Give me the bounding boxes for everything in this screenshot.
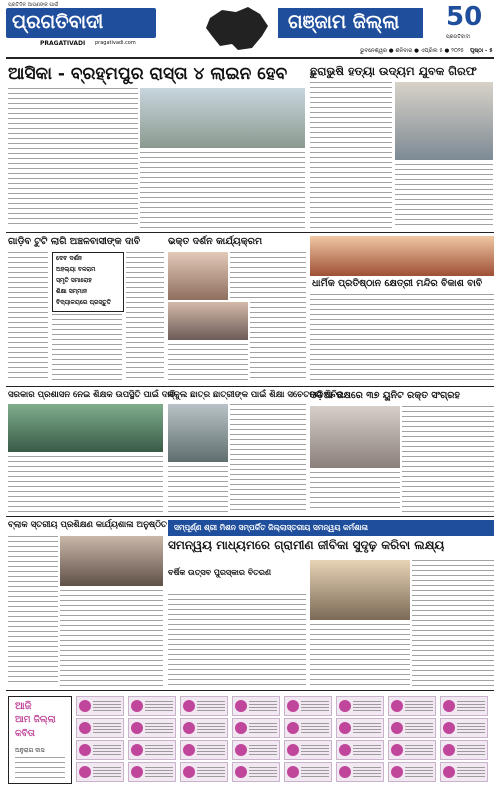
headline-11: ବର୍ଷିକ ଉତ୍ସବ ପୁରସ୍କାର ବିତରଣ (168, 568, 272, 577)
story-4-text-c (168, 344, 248, 382)
info-cell (76, 696, 124, 716)
story-4-text (230, 252, 306, 300)
story-2-photo (395, 82, 493, 160)
info-cell (232, 762, 280, 782)
info-cell (180, 762, 228, 782)
info-cell (336, 696, 384, 716)
info-cell (388, 762, 436, 782)
info-cell (336, 762, 384, 782)
info-cell (440, 740, 488, 760)
masthead (0, 0, 500, 60)
story-5-text (310, 294, 494, 382)
rule-1 (6, 232, 494, 233)
story-1-photo (140, 88, 305, 148)
info-cell (76, 762, 124, 782)
story-2-text (310, 82, 392, 228)
headline-10-strap: ସମ୍ପୂର୍ଣ୍ଣ ଶ୍ରୀ ମିଶନ ସମ୍ପର୍କିତ ଜିଲ୍ଲାସ୍ତରୀୟ ସମନ୍ୱୟ କର୍ମଶାଳା (174, 523, 368, 532)
info-cell (336, 718, 384, 738)
story-6-photo (8, 404, 163, 452)
story-7-photo (168, 404, 228, 462)
poem-box-title-3: କବିତା (15, 729, 35, 739)
rule-3 (6, 516, 494, 517)
info-cell (180, 696, 228, 716)
story-8-text (402, 406, 494, 512)
headline-6: ସରକାର ପ୍ରଶାସନ ନେଇ ଶିକ୍ଷକ ଉପସ୍ଥିତି ପାଇଁ ଦାବି (8, 390, 176, 400)
info-cell (440, 718, 488, 738)
info-cell (180, 740, 228, 760)
headline-9: ବ୍ଲାକ ସ୍ତରୀୟ ପ୍ରଶିକ୍ଷଣ କାର୍ଯ୍ୟଶାଳା ଅନୁଷ୍ଠିତ (8, 520, 167, 530)
logo-text: ପ୍ରଗତିବାଦୀ (12, 11, 104, 33)
anniversary-badge (440, 2, 488, 36)
story-8-text-b (310, 472, 400, 512)
story-11-text (168, 594, 306, 686)
story-2-text-b (395, 164, 493, 228)
info-cell (76, 718, 124, 738)
headline-1: ଆସିକା - ବ୍ରହ୍ମପୁର ରାସ୍ତା ୪ ଲାଇନ ହେବ (8, 64, 288, 84)
headline-3: ଗାଡ଼ିବ ଟୁଟି ଲାଗି ଅଞ୍ଚଳବାସୀଙ୍କ ଦାବି (8, 236, 141, 247)
rule-4 (6, 690, 494, 691)
logo-sub: PRAGATIVADI (40, 40, 86, 47)
rule-2 (6, 386, 494, 387)
info-cell (388, 718, 436, 738)
anniversary-number: 50 (446, 2, 483, 32)
info-cell (128, 718, 176, 738)
info-cell (284, 696, 332, 716)
page-label: ପୃଷ୍ଠା - ୫ (470, 48, 493, 54)
info-cell (128, 740, 176, 760)
poem-box-title-2: ଆମ ଜିଲ୍ଲା (15, 715, 56, 725)
boxed-note-line-3: ସ୍ମୃତି ସମାରୋହ (56, 277, 92, 284)
story-10-strap (168, 520, 494, 536)
headline-10: ସମନ୍ୱୟ ମାଧ୍ୟମରେ ଗ୍ରାମୀଣ ଜୀବିକା ସୁଦୃଢ଼ କରିବା ଲକ୍ଷ୍ୟ (168, 538, 445, 552)
boxed-note-line-4: ଶିକ୍ଷା ସମ୍ମାନ (56, 288, 88, 295)
info-cell (336, 740, 384, 760)
corner-tag: ପ୍ରଗତିବାଦୀ (446, 34, 471, 40)
poem-box (8, 696, 72, 784)
boxed-note-line-1: ଦେବ ଦର୍ଶନ (56, 255, 83, 262)
info-cell (180, 718, 228, 738)
info-cell (128, 762, 176, 782)
info-grid (76, 696, 494, 782)
boxed-note (52, 252, 124, 312)
story-1-text (8, 88, 138, 228)
logo (6, 8, 156, 38)
story-6-text (8, 456, 163, 512)
story-10-text (412, 560, 494, 686)
headline-4: ଭକ୍ତ ଦର୍ଶନ କାର୍ଯ୍ୟକ୍ରମ (168, 236, 263, 247)
headline-7: ସ୍କୁଲ ଛାତ୍ର ଛାତ୍ରୀଙ୍କ ପାଇଁ ଶିକ୍ଷା ସଚେତନତା ଶିବିର (168, 390, 344, 400)
story-3-text-c (126, 252, 164, 382)
info-cell (440, 696, 488, 716)
story-5-photo (310, 236, 494, 276)
odisha-map-icon (202, 4, 274, 54)
story-4-text-b (250, 302, 306, 382)
info-cell (388, 740, 436, 760)
info-cell (232, 718, 280, 738)
story-10-photo (310, 560, 410, 620)
info-cell (284, 718, 332, 738)
edition-banner (278, 8, 423, 38)
headline-11-box (168, 560, 308, 590)
info-cell (284, 762, 332, 782)
poem-box-title-1: ଆଜି (15, 701, 32, 712)
story-9-text (8, 536, 58, 686)
info-cell (232, 740, 280, 760)
story-7-text (230, 404, 306, 512)
info-cell (232, 696, 280, 716)
edition-title: ଗଞ୍ଜାମ ଜିଲ୍ଲା (288, 11, 400, 33)
story-9-photo (60, 536, 163, 586)
poem-box-text (15, 757, 65, 779)
story-8-photo (310, 406, 400, 468)
info-cell (440, 762, 488, 782)
story-10-text-b (310, 624, 410, 686)
boxed-note-line-5: ବିଦ୍ୟାଳୟରେ ପ୍ରସ୍ତୁତି (56, 299, 111, 306)
info-cell (388, 696, 436, 716)
top-tagline: ପ୍ରତିଦିନ ଆପଣଙ୍କ ପାଇଁ (8, 2, 59, 8)
info-cell (284, 740, 332, 760)
story-3-text-b (52, 314, 122, 382)
story-1-text-b (140, 152, 305, 228)
masthead-rule (6, 57, 494, 59)
story-3-text (8, 252, 48, 382)
story-4-photo-a (168, 252, 228, 300)
poem-box-poet: ଅନୁରାଗ ଦାସ (15, 747, 45, 754)
dateline: ଭୁବନେଶ୍ୱର ● ଶନିବାର ● ଏପ୍ରିଲ ୫ ● ୨୦୨୫ (360, 48, 464, 54)
info-cell (76, 740, 124, 760)
website: pragativadi.com (95, 40, 136, 46)
boxed-note-line-2: ଅହଲ୍ୟା ବଳରାମ (56, 266, 96, 273)
headline-5: ଧାର୍ମିକ ପ୍ରତିଷ୍ଠାନ କ୍ଷେତ୍ରୀ ମନ୍ଦିର ବିକାଶ ବାବି (312, 278, 483, 289)
headline-2: ଛୁରାଭୁଷି ହତ୍ୟା ଉଦ୍ୟମ ଯୁବକ ଗିରଫ (310, 64, 477, 78)
story-9-text-b (60, 590, 163, 686)
story-7-text-b (168, 466, 228, 512)
story-4-photo-b (168, 302, 248, 340)
headline-8: ଓଡ଼ିଆ ପକ୍ଷରେ ୩୭ ୟୁନିଟ ରକ୍ତ ସଂଗ୍ରହ (310, 390, 460, 401)
info-cell (128, 696, 176, 716)
